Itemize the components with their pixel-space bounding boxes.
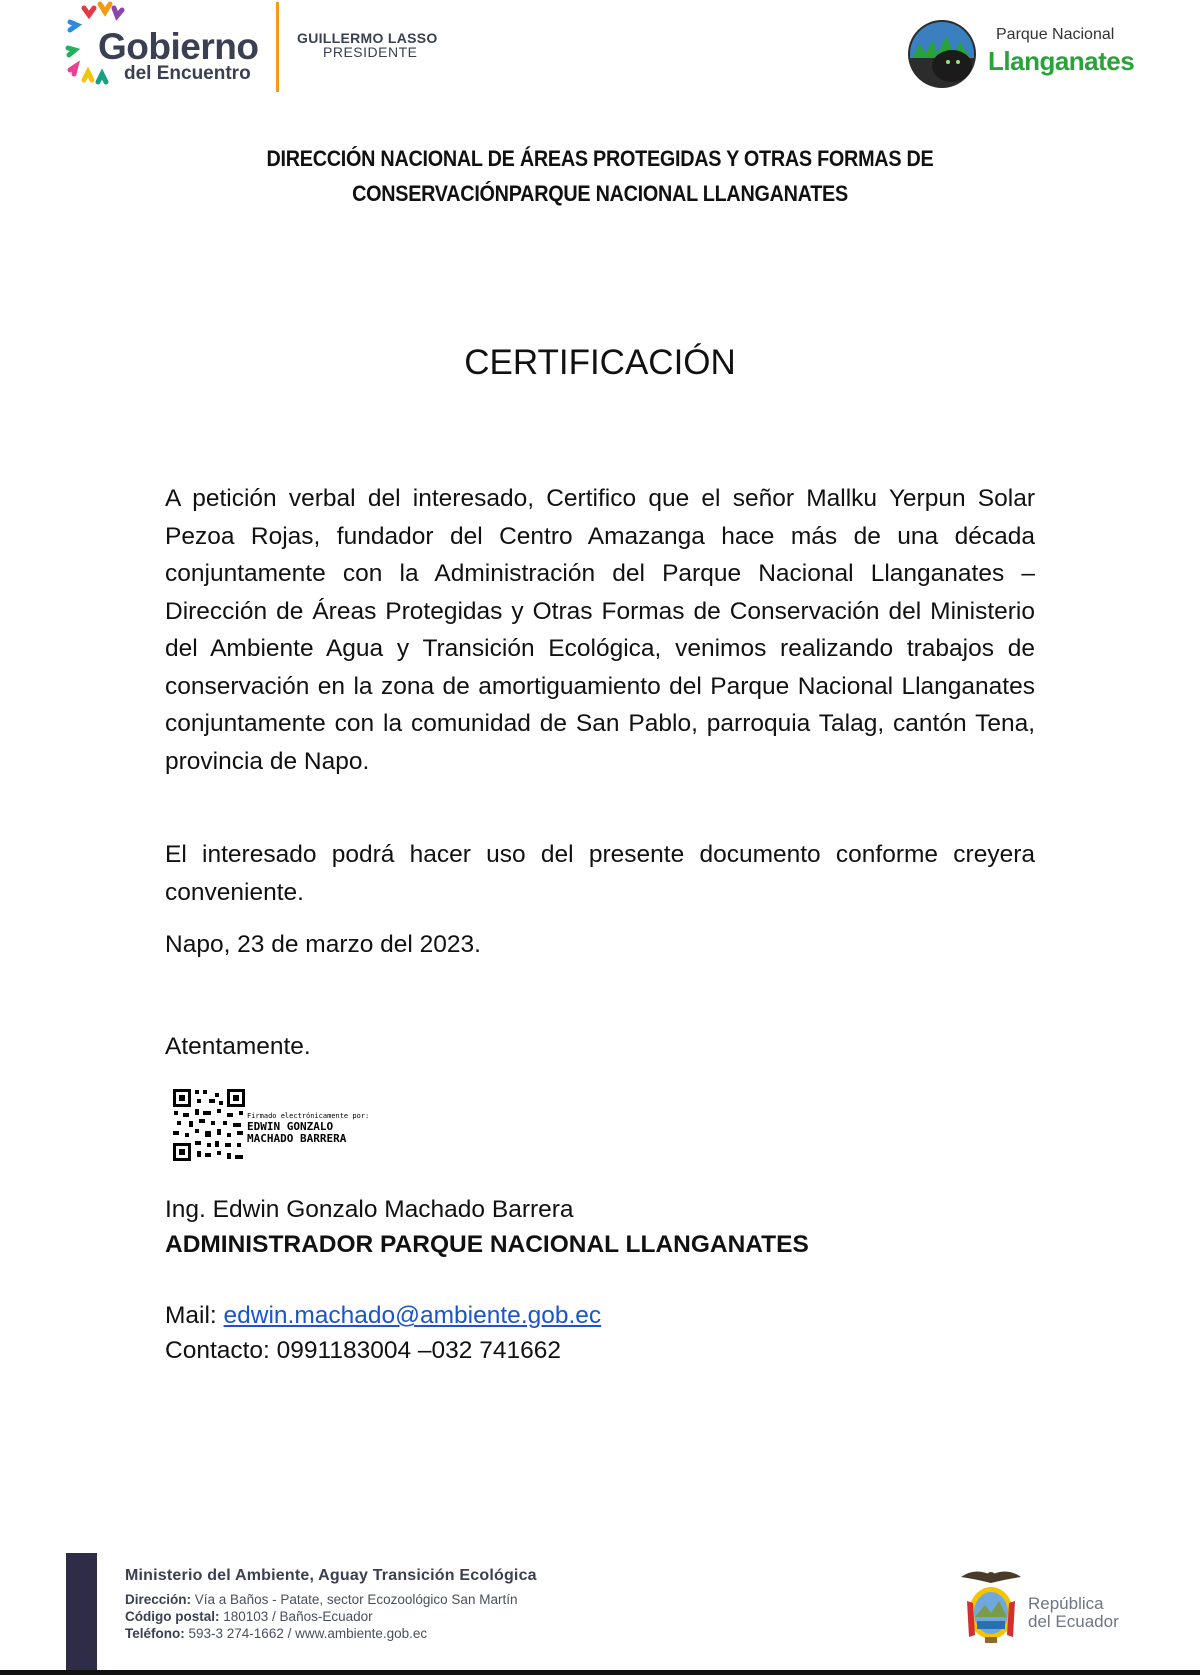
president-name: GUILLERMO LASSO: [297, 30, 438, 46]
footer-accent-bar: [66, 1553, 97, 1675]
header-divider: [276, 2, 279, 92]
page-bottom-edge: [0, 1670, 1200, 1675]
footer-phone-label: Teléfono:: [125, 1626, 185, 1641]
contact-line: Contacto: 0991183004 –032 741662: [165, 1337, 561, 1364]
footer-postal-label: Código postal:: [125, 1609, 220, 1624]
body-paragraph-2: El interesado podrá hacer uso del presente documento conforme creyera conveniente.: [165, 841, 1035, 906]
document-date: Napo, 23 de marzo del 2023.: [165, 931, 481, 958]
footer-ministry: Ministerio del Ambiente, Aguay Transición Ecológica: [125, 1567, 537, 1584]
footer-phone-value: 593-3 274-1662 / www.ambiente.gob.ec: [184, 1626, 428, 1641]
signature-name-line-1: EDWIN GONZALO: [247, 1120, 334, 1133]
signer-role: ADMINISTRADOR PARQUE NACIONAL LLANGANATES: [165, 1231, 809, 1258]
ecuador-coat-of-arms-icon: [955, 1565, 1027, 1647]
park-logo-name: Llanganates: [988, 46, 1135, 76]
signature-caption: Firmado electrónicamente por:: [247, 1112, 370, 1120]
heading-line-2: CONSERVACIÓNPARQUE NACIONAL LLANGANATES: [352, 181, 848, 206]
park-logo-icon: [900, 14, 986, 90]
mail-row: [165, 1302, 601, 1330]
footer-address-label: Dirección:: [125, 1592, 192, 1607]
footer-address-value: Vía a Baños - Patate, sector Ecozoológico San Martín: [191, 1592, 518, 1607]
republic-line-2: del Ecuador: [1028, 1612, 1119, 1631]
closing-text: Atentamente.: [165, 1033, 311, 1060]
president-title: PRESIDENTE: [323, 44, 418, 60]
footer-address: [125, 1592, 517, 1607]
heading-line-1: DIRECCIÓN NACIONAL DE ÁREAS PROTEGIDAS Y OTRAS FORMAS DE: [266, 146, 934, 171]
signer-name: Ing. Edwin Gonzalo Machado Barrera: [165, 1196, 574, 1223]
signature-name-line-2: MACHADO BARRERA: [247, 1132, 347, 1145]
park-logo-small-text: Parque Nacional: [996, 26, 1115, 43]
gobierno-logo-text: Gobierno: [98, 26, 259, 67]
footer-postal-value: 180103 / Baños-Ecuador: [219, 1609, 373, 1624]
republic-line-1: República: [1028, 1594, 1104, 1613]
document-title: CERTIFICACIÓN: [464, 343, 736, 382]
footer-postal: [125, 1609, 373, 1624]
signature-qr-code: [171, 1087, 247, 1163]
body-paragraph-1: A petición verbal del interesado, Certifico que el señor Mallku Yerpun Solar Pezoa Rojas, fundador del Centro Amazanga hace más de una década conjuntamente con la Administración del Parque Nacional Llanganates – Dirección de Áreas Protegidas y Otras Formas de Conservación del Ministerio del Ambiente Agua y Transición Ecológica, venimos realizando trabajos de conservación en la zona de amortiguamiento del Parque Nacional Llanganates conjuntamente con la comunidad de San Pablo, parroquia Talag, cantón Tena, provincia de Napo.: [165, 485, 1035, 775]
mail-link[interactable]: edwin.machado@ambiente.gob.ec: [223, 1302, 602, 1329]
gobierno-logo-subtext: del Encuentro: [124, 63, 251, 84]
footer-phone: [125, 1626, 427, 1641]
mail-label: Mail:: [165, 1302, 224, 1329]
